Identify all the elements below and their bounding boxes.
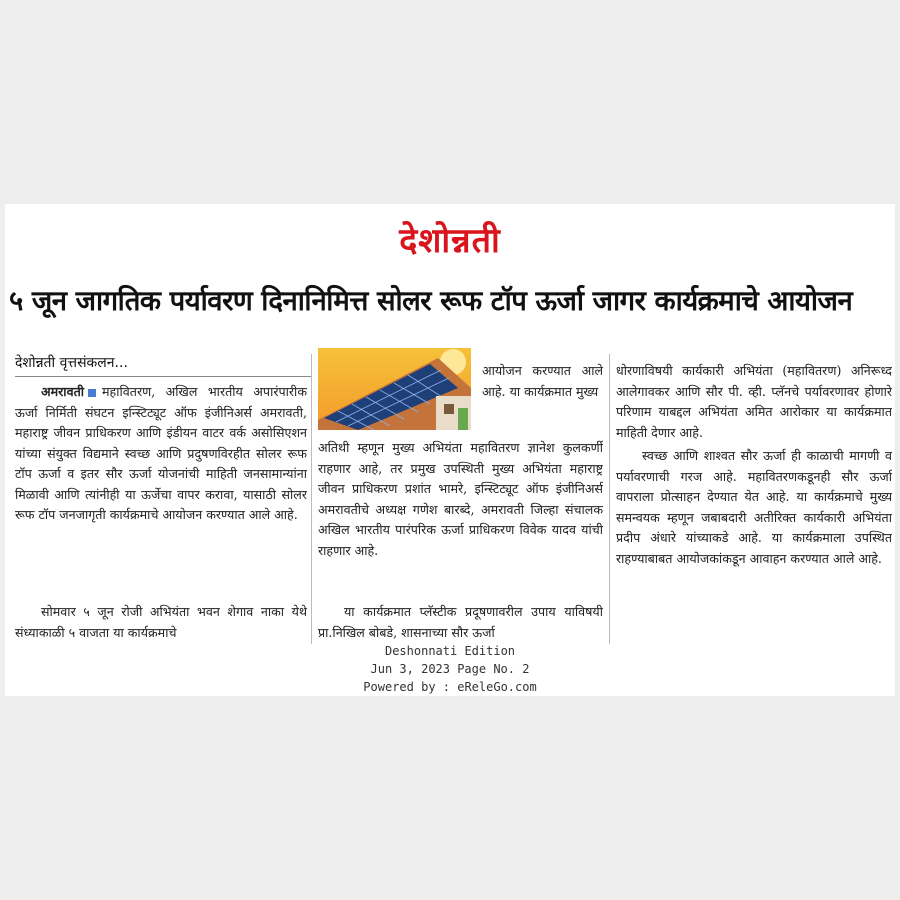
edition-date: Jun 3, 2023 Page No. 2 xyxy=(370,662,530,676)
newspaper-clipping xyxy=(5,204,895,696)
article-headline: ५ जून जागतिक पर्यावरण दिनानिमित्त सोलर रूफ टॉप ऊर्जा जागर कार्यक्रमाचे आयोजन xyxy=(9,285,853,317)
solar-roof-icon xyxy=(318,348,471,430)
article-paragraph-6: धोरणाविषयी कार्यकारी अभियंता (महावितरण) अनिरूध्द आलेगावकर आणि सौर पी. व्ही. प्लॅनचे पर्यावरणावर होणारे परिणाम याबद्दल अभियंता अमित आरोकार या कार्यक्रमात माहिती देणार आहे. xyxy=(616,363,892,440)
newspaper-masthead: देशोन्नती xyxy=(399,221,501,261)
byline: देशोन्नती वृत्तसंकलन... xyxy=(15,355,128,371)
column-divider xyxy=(609,354,610,644)
solar-panel-photo xyxy=(318,348,471,430)
article-paragraph-4: अतिथी म्हणून मुख्य अभियंता महावितरण ज्ञानेश कुलकर्णी राहणार आहे, तर प्रमुख उपस्थिती मुख्य अभियंता महाराष्ट्र जीवन प्राधिकरण प्रशांत भामरे, इन्स्टिट्यूट ऑफ इंजीनिअर्स अमरावतीचे अध्यक्ष गणेश बारब्दे, अमरावती जिल्हा संचालक अखिल भारतीय पारंपरिक ऊर्जा प्राधिकरण विवेक यादव यांची राहणार आहे. xyxy=(318,440,603,558)
powered-by: Powered by : eReleGo.com xyxy=(363,680,537,694)
article-paragraph-5: या कार्यक्रमात प्लॅस्टीक प्रदूषणावरील उपाय याविषयी प्रा.निखिल बोबडे, शासनाच्या सौर ऊर्जा xyxy=(318,604,603,640)
dateline: अमरावती xyxy=(41,384,85,399)
article-paragraph-3: आयोजन करण्यात आले आहे. या कार्यक्रमात मुख्य xyxy=(482,363,603,399)
article-paragraph-7: स्वच्छ आणि शाश्वत सौर ऊर्जा ही काळाची मागणी व पर्यावरणाची गरज आहे. महावितरणकडूनही सौर ऊर्जा वापराला प्रोत्साहन देण्यात येत आहे. या कार्यक्रमाचे मुख्य समन्वयक म्हणून जबाबदारी अतीरिक्त कार्यकारी अभियंता प्रदीप अंधारे यांच्याकडे आहे. या कार्यक्रमाला उपस्थित राहण्याबाबत आयोजकांकडून आवाहन करण्यात आले आहे. xyxy=(616,448,892,566)
edition-label: Deshonnati Edition xyxy=(384,644,516,658)
article-paragraph-1: अमरावती महावितरण, अखिल भारतीय अपारंपारीक ऊर्जा निर्मिती संघटन इन्स्टिट्यूट ऑफ इंजीनिअर्स अमरावती, महाराष्ट्र जीवन प्राधिकरण आणि इंडीयन वाटर वर्क असोसिएशन यांच्या संयुक्त विद्यमाने स्वच्छ आणि प्रदुषणविरहीत सोलर रूफ टॉप ऊर्जा व इतर सौर ऊर्जा योजनांची माहिती जनसामान्यांना मिळावी आणि त्यांनीही या ऊर्जेचा वापर करावा, यासाठी सोलर रूफ टॉप जनजागृती कार्यक्रमाचे आयोजन करण्यात आले आहे. xyxy=(15,384,307,522)
column-divider xyxy=(311,354,312,644)
dateline-marker-icon xyxy=(88,389,96,397)
article-paragraph-2: सोमवार ५ जून रोजी अभियंता भवन शेगाव नाका येथे संध्याकाळी ५ वाजता या कार्यक्रमाचे xyxy=(15,604,307,640)
byline-rule xyxy=(15,376,311,377)
